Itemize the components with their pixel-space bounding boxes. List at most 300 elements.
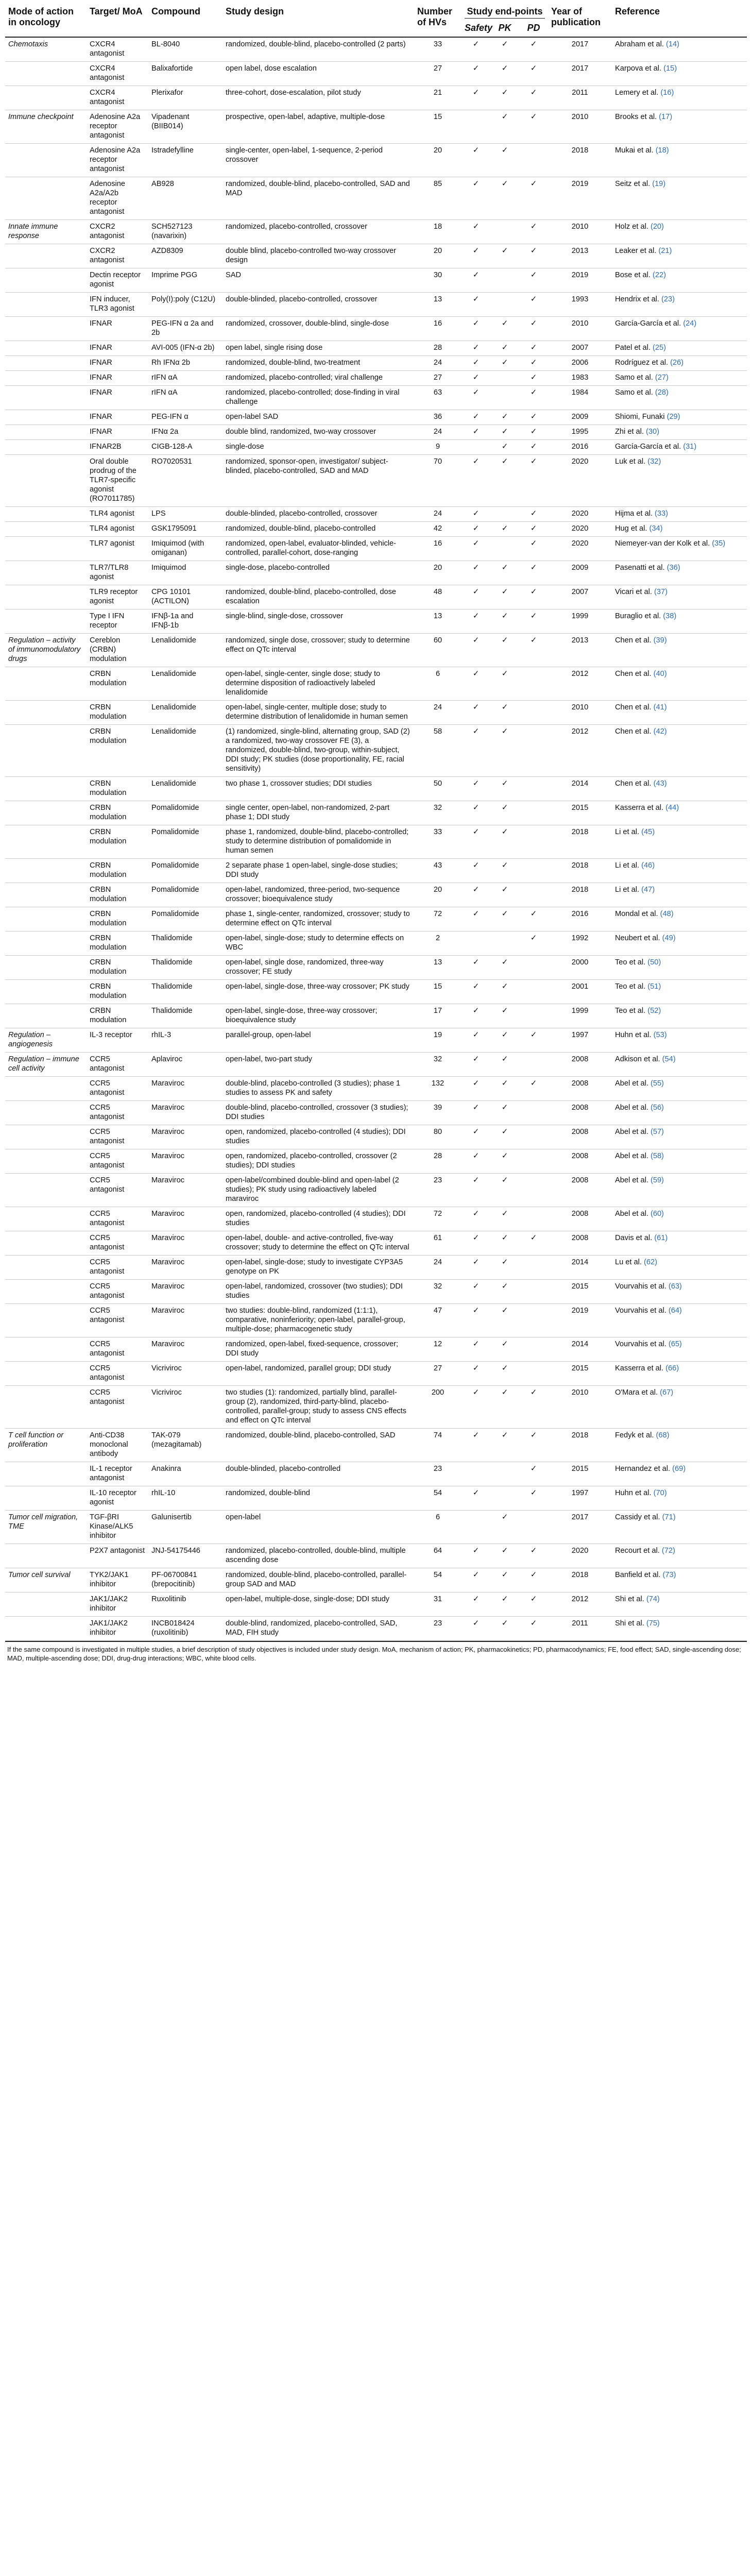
row-pk-check: ✓ bbox=[501, 1340, 508, 1348]
row-pk-check: ✓ bbox=[501, 343, 508, 352]
row-reference-cell[interactable]: Teo et al. (50) bbox=[615, 958, 661, 967]
reference-link[interactable]: (33) bbox=[655, 510, 668, 518]
reference-link[interactable]: (75) bbox=[646, 1619, 660, 1628]
reference-link[interactable]: (39) bbox=[653, 636, 667, 645]
row-compound-cell: Imiquimod bbox=[151, 564, 186, 572]
row-pd-check: ✓ bbox=[530, 539, 537, 548]
row-pd-check bbox=[519, 1101, 548, 1125]
row-reference-cell[interactable]: Karpova et al. (15) bbox=[615, 64, 677, 73]
row-reference-cell[interactable]: Mukai et al. (18) bbox=[615, 146, 669, 155]
row-year-cell: 2014 bbox=[571, 1340, 589, 1348]
row-design-cell: (1) randomized, single-blind, alternating group, SAD (2) a randomized, two-way crossover FE (3), a randomized, double-blind, two-group, within-subject, DDI study; PK studies (dose proportionality, FE, racial sensitivity) bbox=[226, 727, 410, 773]
row-reference-cell[interactable]: Davis et al. (61) bbox=[615, 1234, 668, 1242]
reference-link[interactable]: (49) bbox=[662, 934, 676, 942]
row-hv-cell: 6 bbox=[435, 670, 440, 678]
row-year-cell: 2006 bbox=[571, 359, 589, 367]
reference-link[interactable]: (47) bbox=[641, 886, 655, 894]
row-reference-cell[interactable]: Niemeyer-van der Kolk et al. (35) bbox=[615, 539, 726, 548]
reference-link[interactable]: (29) bbox=[666, 413, 680, 421]
row-reference-cell[interactable]: Hendrix et al. (23) bbox=[615, 295, 675, 303]
row-design-cell: open-label, two-part study bbox=[226, 1055, 312, 1063]
reference-link[interactable]: (59) bbox=[650, 1176, 664, 1184]
row-mode-cell bbox=[5, 1004, 87, 1028]
row-pd-check: ✓ bbox=[530, 509, 537, 518]
table-row bbox=[5, 62, 747, 86]
reference-link[interactable]: (53) bbox=[653, 1031, 667, 1039]
reference-link[interactable]: (63) bbox=[668, 1282, 682, 1291]
row-mode-cell bbox=[5, 425, 87, 440]
reference-link[interactable]: (55) bbox=[650, 1079, 664, 1088]
reference-link[interactable]: (50) bbox=[647, 958, 661, 967]
row-reference-cell[interactable]: Abel et al. (55) bbox=[615, 1079, 664, 1088]
row-compound-cell: Maraviroc bbox=[151, 1258, 185, 1266]
reference-link[interactable]: (48) bbox=[660, 910, 674, 918]
row-design-cell: randomized, double-blind, placebo-controlled bbox=[226, 524, 376, 533]
row-pd-check: ✓ bbox=[530, 358, 537, 367]
reference-link[interactable]: (72) bbox=[661, 1547, 675, 1555]
row-compound-cell: Maraviroc bbox=[151, 1340, 185, 1348]
row-hv-cell: 32 bbox=[433, 1055, 442, 1063]
reference-link[interactable]: (34) bbox=[649, 524, 663, 533]
reference-link[interactable]: (14) bbox=[665, 40, 679, 48]
reference-link[interactable]: (74) bbox=[646, 1595, 660, 1603]
table-row bbox=[5, 1617, 747, 1641]
row-hv-cell: 72 bbox=[433, 1210, 442, 1218]
row-hv-cell: 20 bbox=[433, 247, 442, 255]
row-year-cell: 2010 bbox=[571, 703, 589, 711]
row-reference-cell[interactable]: O'Mara et al. (67) bbox=[615, 1388, 674, 1397]
row-mode-cell bbox=[5, 1462, 87, 1486]
reference-link[interactable]: (26) bbox=[670, 359, 684, 367]
reference-link[interactable]: (57) bbox=[650, 1128, 664, 1136]
row-year-cell: 2008 bbox=[571, 1128, 589, 1136]
row-safety-check: ✓ bbox=[472, 1619, 480, 1628]
row-safety-check: ✓ bbox=[472, 1282, 480, 1291]
row-pk-check: ✓ bbox=[501, 1176, 508, 1184]
row-pd-check bbox=[519, 1256, 548, 1280]
row-reference-cell[interactable]: Pasenatti et al. (36) bbox=[615, 564, 680, 572]
row-design-cell: open label, dose escalation bbox=[226, 64, 317, 73]
row-reference-cell[interactable]: Vourvahis et al. (63) bbox=[615, 1282, 682, 1291]
row-reference-cell[interactable]: Huhn et al. (70) bbox=[615, 1489, 667, 1497]
row-reference-cell[interactable]: Chen et al. (39) bbox=[615, 636, 667, 645]
row-target-cell: CRBN modulation bbox=[90, 910, 127, 927]
row-reference-cell[interactable]: Zhi et al. (30) bbox=[615, 428, 659, 436]
row-safety-check: ✓ bbox=[472, 958, 480, 967]
row-year-cell: 1999 bbox=[571, 1007, 589, 1015]
row-target-cell: CCR5 antagonist bbox=[90, 1234, 125, 1251]
row-target-cell: CCR5 antagonist bbox=[90, 1307, 125, 1324]
table-row bbox=[5, 507, 747, 522]
row-pk-check bbox=[490, 220, 519, 244]
row-reference-cell[interactable]: Neubert et al. (49) bbox=[615, 934, 676, 942]
row-design-cell: single center, open-label, non-randomized, 2-part phase 1; DDI study bbox=[226, 804, 390, 821]
row-design-cell: randomized, placebo-controlled, crossover bbox=[226, 223, 367, 231]
row-mode-cell bbox=[5, 701, 87, 725]
row-design-cell: open-label, multiple-dose, single-dose; DDI study bbox=[226, 1595, 389, 1603]
row-safety-check bbox=[462, 931, 490, 956]
row-pk-check: ✓ bbox=[501, 1282, 508, 1291]
reference-link[interactable]: (43) bbox=[653, 779, 667, 788]
row-safety-check bbox=[462, 110, 490, 144]
row-mode-cell bbox=[5, 144, 87, 177]
reference-link[interactable]: (28) bbox=[655, 388, 669, 397]
row-reference-cell[interactable]: Li et al. (46) bbox=[615, 861, 655, 870]
row-year-cell: 2018 bbox=[571, 861, 589, 870]
row-reference-cell[interactable]: Buraglio et al. (38) bbox=[615, 612, 677, 620]
row-reference-cell[interactable]: Banfield et al. (73) bbox=[615, 1571, 676, 1579]
row-reference-cell[interactable]: Leaker et al. (21) bbox=[615, 247, 672, 255]
row-hv-cell: 48 bbox=[433, 588, 442, 596]
reference-link[interactable]: (36) bbox=[666, 564, 680, 572]
row-pk-check: ✓ bbox=[501, 1364, 508, 1372]
row-year-cell: 2010 bbox=[571, 113, 589, 121]
reference-link[interactable]: (22) bbox=[653, 271, 666, 279]
row-target-cell: CCR5 antagonist bbox=[90, 1104, 125, 1121]
row-safety-check: ✓ bbox=[472, 343, 480, 352]
row-pk-check bbox=[490, 268, 519, 293]
row-reference-cell[interactable]: Hijma et al. (33) bbox=[615, 510, 668, 518]
reference-link[interactable]: (42) bbox=[653, 727, 667, 736]
row-mode-cell bbox=[5, 507, 87, 522]
reference-link[interactable]: (45) bbox=[641, 828, 655, 836]
row-reference-cell[interactable]: Lu et al. (62) bbox=[615, 1258, 657, 1266]
row-pk-check bbox=[490, 1486, 519, 1511]
reference-link[interactable]: (54) bbox=[662, 1055, 676, 1063]
reference-link[interactable]: (56) bbox=[650, 1104, 664, 1112]
reference-link[interactable]: (62) bbox=[643, 1258, 657, 1266]
row-pd-check bbox=[519, 1053, 548, 1077]
row-safety-check: ✓ bbox=[472, 1388, 480, 1397]
row-reference-cell[interactable]: Abel et al. (59) bbox=[615, 1176, 664, 1184]
header-hv-count: Number of HVs bbox=[417, 6, 453, 27]
row-safety-check: ✓ bbox=[472, 1431, 480, 1439]
reference-link[interactable]: (17) bbox=[659, 113, 673, 121]
row-compound-cell: AZD8309 bbox=[151, 247, 183, 255]
row-design-cell: double-blind, placebo-controlled, crossover (3 studies); DDI studies bbox=[226, 1104, 408, 1121]
row-design-cell: two phase 1, crossover studies; DDI studies bbox=[226, 779, 372, 788]
reference-link[interactable]: (38) bbox=[663, 612, 677, 620]
reference-link[interactable]: (66) bbox=[665, 1364, 679, 1372]
reference-link[interactable]: (44) bbox=[665, 804, 679, 812]
reference-link[interactable]: (70) bbox=[653, 1489, 667, 1497]
reference-link[interactable]: (73) bbox=[662, 1571, 676, 1579]
row-target-cell: Anti-CD38 monoclonal antibody bbox=[90, 1431, 128, 1458]
reference-link[interactable]: (30) bbox=[646, 428, 659, 436]
reference-link[interactable]: (20) bbox=[650, 223, 664, 231]
row-reference-cell[interactable]: Vourvahis et al. (65) bbox=[615, 1340, 682, 1348]
row-reference-cell[interactable]: Chen et al. (41) bbox=[615, 703, 667, 711]
row-year-cell: 2017 bbox=[571, 40, 589, 48]
row-mode-cell: Tumor cell survival bbox=[8, 1571, 71, 1579]
row-year-cell: 2015 bbox=[571, 804, 589, 812]
reference-link[interactable]: (68) bbox=[656, 1431, 670, 1439]
row-hv-cell: 24 bbox=[433, 359, 442, 367]
row-design-cell: open, randomized, placebo-controlled (4 studies); DDI studies bbox=[226, 1128, 406, 1145]
row-safety-check: ✓ bbox=[472, 803, 480, 812]
row-target-cell: IL-1 receptor antagonist bbox=[90, 1465, 132, 1482]
table-row bbox=[5, 37, 747, 62]
row-safety-check: ✓ bbox=[472, 388, 480, 397]
reference-link[interactable]: (15) bbox=[663, 64, 677, 73]
row-reference-cell[interactable]: Cassidy et al. (71) bbox=[615, 1513, 676, 1521]
row-design-cell: two studies (1): randomized, partially blind, parallel-group (2), randomized, third-party-blind, placebo-controlled, parallel-group; study to assess CNS effects and effect on QTc interval bbox=[226, 1388, 406, 1425]
row-hv-cell: 28 bbox=[433, 1152, 442, 1160]
row-reference-cell[interactable]: Luk et al. (32) bbox=[615, 457, 661, 466]
row-pk-check: ✓ bbox=[501, 1595, 508, 1603]
reference-link[interactable]: (37) bbox=[654, 588, 668, 596]
reference-link[interactable]: (18) bbox=[655, 146, 669, 155]
row-reference-cell[interactable]: Abel et al. (56) bbox=[615, 1104, 664, 1112]
row-reference-cell[interactable]: Fedyk et al. (68) bbox=[615, 1431, 670, 1439]
row-pd-check: ✓ bbox=[530, 88, 537, 97]
row-year-cell: 2012 bbox=[571, 1595, 589, 1603]
row-pk-check: ✓ bbox=[501, 1006, 508, 1015]
row-target-cell: IL-3 receptor bbox=[90, 1031, 132, 1039]
reference-link[interactable]: (16) bbox=[660, 89, 674, 97]
row-design-cell: open-label bbox=[226, 1513, 261, 1521]
row-design-cell: open, randomized, placebo-controlled, crossover (2 studies); DDI studies bbox=[226, 1152, 397, 1170]
row-target-cell: CCR5 antagonist bbox=[90, 1282, 125, 1300]
reference-link[interactable]: (52) bbox=[647, 1007, 661, 1015]
row-target-cell: Type I IFN receptor bbox=[90, 612, 125, 630]
table-row bbox=[5, 585, 747, 609]
table-row bbox=[5, 859, 747, 883]
reference-link[interactable]: (64) bbox=[668, 1307, 682, 1315]
table-row bbox=[5, 1362, 747, 1386]
row-safety-check: ✓ bbox=[472, 539, 480, 548]
row-pk-check: ✓ bbox=[501, 1079, 508, 1088]
table-row bbox=[5, 931, 747, 956]
reference-link[interactable]: (35) bbox=[712, 539, 726, 548]
row-reference-cell[interactable]: Samo et al. (28) bbox=[615, 388, 669, 397]
row-compound-cell: BL-8040 bbox=[151, 40, 180, 48]
row-design-cell: open-label, single dose, randomized, three-way crossover; FE study bbox=[226, 958, 384, 976]
row-target-cell: Adenosine A2a receptor antagonist bbox=[90, 113, 141, 140]
row-safety-check: ✓ bbox=[472, 1006, 480, 1015]
row-reference-cell[interactable]: Teo et al. (51) bbox=[615, 982, 661, 991]
row-reference-cell[interactable]: Huhn et al. (53) bbox=[615, 1031, 667, 1039]
row-safety-check: ✓ bbox=[472, 1570, 480, 1579]
table-row bbox=[5, 386, 747, 410]
row-safety-check: ✓ bbox=[472, 885, 480, 894]
row-hv-cell: 50 bbox=[433, 779, 442, 788]
row-safety-check: ✓ bbox=[472, 1258, 480, 1266]
reference-link[interactable]: (24) bbox=[683, 319, 697, 328]
reference-link[interactable]: (40) bbox=[653, 670, 667, 678]
row-hv-cell: 74 bbox=[433, 1431, 442, 1439]
row-year-cell: 2012 bbox=[571, 670, 589, 678]
row-safety-check: ✓ bbox=[472, 319, 480, 328]
row-compound-cell: AVI-005 (IFN-α 2b) bbox=[151, 344, 215, 352]
row-mode-cell: Immune checkpoint bbox=[8, 113, 74, 121]
row-compound-cell: Aplaviroc bbox=[151, 1055, 183, 1063]
row-pd-check: ✓ bbox=[530, 1233, 537, 1242]
row-target-cell: Cereblon (CRBN) modulation bbox=[90, 636, 127, 663]
reference-link[interactable]: (27) bbox=[655, 374, 669, 382]
row-mode-cell bbox=[5, 725, 87, 777]
row-reference-cell[interactable]: Chen et al. (40) bbox=[615, 670, 667, 678]
reference-link[interactable]: (25) bbox=[653, 344, 666, 352]
row-reference-cell[interactable]: García-García et al. (24) bbox=[615, 319, 697, 328]
row-pd-check: ✓ bbox=[530, 934, 537, 942]
row-reference-cell[interactable]: Shi et al. (75) bbox=[615, 1619, 660, 1628]
row-safety-check: ✓ bbox=[472, 1546, 480, 1555]
row-design-cell: randomized, double-blind, two-treatment bbox=[226, 359, 361, 367]
reference-link[interactable]: (61) bbox=[654, 1234, 668, 1242]
row-safety-check: ✓ bbox=[472, 412, 480, 421]
row-hv-cell: 42 bbox=[433, 524, 442, 533]
row-compound-cell: Pomalidomide bbox=[151, 861, 199, 870]
row-mode-cell bbox=[5, 883, 87, 907]
row-mode-cell bbox=[5, 293, 87, 317]
row-mode-cell bbox=[5, 1304, 87, 1337]
row-compound-cell: Plerixafor bbox=[151, 89, 183, 97]
row-mode-cell bbox=[5, 1149, 87, 1174]
row-design-cell: randomized, crossover, double-blind, single-dose bbox=[226, 319, 389, 328]
row-reference-cell[interactable]: Abel et al. (58) bbox=[615, 1152, 664, 1160]
row-hv-cell: 85 bbox=[433, 180, 442, 188]
row-design-cell: open-label, single-dose, three-way crossover; PK study bbox=[226, 982, 409, 991]
reference-link[interactable]: (23) bbox=[661, 295, 675, 303]
row-reference-cell[interactable]: Patel et al. (25) bbox=[615, 344, 666, 352]
row-pk-check: ✓ bbox=[501, 64, 508, 73]
row-mode-cell bbox=[5, 177, 87, 220]
row-reference-cell[interactable]: Seitz et al. (19) bbox=[615, 180, 666, 188]
row-pk-check: ✓ bbox=[501, 982, 508, 991]
row-reference-cell[interactable]: Kasserra et al. (66) bbox=[615, 1364, 679, 1372]
row-reference-cell[interactable]: Mondal et al. (48) bbox=[615, 910, 674, 918]
row-hv-cell: 15 bbox=[433, 113, 442, 121]
row-year-cell: 2020 bbox=[571, 457, 589, 466]
row-reference-cell[interactable]: Brooks et al. (17) bbox=[615, 113, 673, 121]
row-hv-cell: 16 bbox=[433, 319, 442, 328]
row-year-cell: 1984 bbox=[571, 388, 589, 397]
row-pk-check bbox=[490, 507, 519, 522]
row-safety-check: ✓ bbox=[472, 457, 480, 466]
row-compound-cell: Imiquimod (with omiganan) bbox=[151, 539, 204, 557]
row-reference-cell[interactable]: Li et al. (45) bbox=[615, 828, 655, 836]
row-compound-cell: Vipadenant (BIIB014) bbox=[151, 113, 190, 130]
row-pd-check bbox=[519, 1337, 548, 1362]
row-hv-cell: 39 bbox=[433, 1104, 442, 1112]
row-reference-cell[interactable]: Chen et al. (43) bbox=[615, 779, 667, 788]
row-mode-cell bbox=[5, 1231, 87, 1256]
row-compound-cell: Thalidomide bbox=[151, 934, 193, 942]
row-reference-cell[interactable]: Li et al. (47) bbox=[615, 886, 655, 894]
reference-link[interactable]: (67) bbox=[660, 1388, 674, 1397]
row-reference-cell[interactable]: García-García et al. (31) bbox=[615, 443, 697, 451]
row-pd-check bbox=[519, 883, 548, 907]
reference-link[interactable]: (60) bbox=[650, 1210, 664, 1218]
row-reference-cell[interactable]: Vourvahis et al. (64) bbox=[615, 1307, 682, 1315]
row-reference-cell[interactable]: Samo et al. (27) bbox=[615, 374, 669, 382]
row-reference-cell[interactable]: Chen et al. (42) bbox=[615, 727, 667, 736]
table-row bbox=[5, 1125, 747, 1149]
row-pk-check: ✓ bbox=[501, 457, 508, 466]
row-reference-cell[interactable]: Adkison et al. (54) bbox=[615, 1055, 676, 1063]
row-target-cell: CXCR4 antagonist bbox=[90, 89, 125, 106]
row-reference-cell[interactable]: Teo et al. (52) bbox=[615, 1007, 661, 1015]
row-pk-check: ✓ bbox=[501, 779, 508, 788]
row-target-cell: JAK1/JAK2 inhibitor bbox=[90, 1595, 128, 1613]
row-safety-check: ✓ bbox=[472, 861, 480, 870]
row-design-cell: double-blinded, placebo-controlled, crossover bbox=[226, 510, 378, 518]
table-row bbox=[5, 110, 747, 144]
row-reference-cell[interactable]: Hug et al. (34) bbox=[615, 524, 663, 533]
table-row bbox=[5, 425, 747, 440]
row-pk-check: ✓ bbox=[501, 88, 508, 97]
row-mode-cell bbox=[5, 1256, 87, 1280]
reference-link[interactable]: (46) bbox=[641, 861, 655, 870]
row-reference-cell[interactable]: Abraham et al. (14) bbox=[615, 40, 679, 48]
reference-link[interactable]: (71) bbox=[662, 1513, 676, 1521]
row-pk-check: ✓ bbox=[501, 669, 508, 678]
row-reference-cell[interactable]: Lemery et al. (16) bbox=[615, 89, 674, 97]
row-hv-cell: 47 bbox=[433, 1307, 442, 1315]
row-reference-cell[interactable]: Recourt et al. (72) bbox=[615, 1547, 675, 1555]
reference-link[interactable]: (41) bbox=[653, 703, 667, 711]
row-pk-check: ✓ bbox=[501, 524, 508, 533]
row-design-cell: randomized, sponsor-open, investigator/ subject-blinded, placebo-controlled, SAD and MAD bbox=[226, 457, 388, 475]
row-pd-check bbox=[519, 725, 548, 777]
row-year-cell: 2018 bbox=[571, 1431, 589, 1439]
row-reference-cell[interactable]: Bose et al. (22) bbox=[615, 271, 666, 279]
row-safety-check: ✓ bbox=[472, 1103, 480, 1112]
row-safety-check bbox=[462, 1462, 490, 1486]
row-reference-cell[interactable]: Abel et al. (60) bbox=[615, 1210, 664, 1218]
row-safety-check: ✓ bbox=[472, 1364, 480, 1372]
row-reference-cell[interactable]: Shiomi, Funaki (29) bbox=[615, 413, 680, 421]
row-compound-cell: rhIL-3 bbox=[151, 1031, 172, 1039]
row-mode-cell bbox=[5, 1362, 87, 1386]
row-reference-cell[interactable]: Abel et al. (57) bbox=[615, 1128, 664, 1136]
row-pd-check: ✓ bbox=[530, 1079, 537, 1088]
reference-link[interactable]: (69) bbox=[672, 1465, 686, 1473]
row-reference-cell[interactable]: Vicari et al. (37) bbox=[615, 588, 668, 596]
row-reference-cell[interactable]: Rodríguez et al. (26) bbox=[615, 359, 684, 367]
row-reference-cell[interactable]: Holz et al. (20) bbox=[615, 223, 664, 231]
reference-link[interactable]: (21) bbox=[658, 247, 672, 255]
row-year-cell: 2013 bbox=[571, 247, 589, 255]
reference-link[interactable]: (65) bbox=[668, 1340, 682, 1348]
row-compound-cell: Balixafortide bbox=[151, 64, 193, 73]
row-design-cell: open-label/combined double-blind and open-label (2 studies); PK study using radioactively labeled maraviroc bbox=[226, 1176, 399, 1203]
row-mode-cell bbox=[5, 1280, 87, 1304]
row-compound-cell: Pomalidomide bbox=[151, 910, 199, 918]
table-row bbox=[5, 1004, 747, 1028]
row-design-cell: randomized, double-blind, placebo-controlled, SAD bbox=[226, 1431, 396, 1439]
row-reference-cell[interactable]: Hernandez et al. (69) bbox=[615, 1465, 686, 1473]
reference-link[interactable]: (58) bbox=[650, 1152, 664, 1160]
row-mode-cell bbox=[5, 455, 87, 507]
row-pd-check: ✓ bbox=[530, 222, 537, 231]
table-row bbox=[5, 356, 747, 371]
reference-link[interactable]: (19) bbox=[652, 180, 666, 188]
row-mode-cell bbox=[5, 62, 87, 86]
table-row bbox=[5, 1462, 747, 1486]
row-pk-check: ✓ bbox=[501, 861, 508, 870]
reference-link[interactable]: (51) bbox=[647, 982, 661, 991]
row-year-cell: 2016 bbox=[571, 443, 589, 451]
row-reference-cell[interactable]: Shi et al. (74) bbox=[615, 1595, 660, 1603]
reference-link[interactable]: (31) bbox=[683, 443, 697, 451]
row-year-cell: 2012 bbox=[571, 727, 589, 736]
row-reference-cell[interactable]: Kasserra et al. (44) bbox=[615, 804, 679, 812]
row-compound-cell: Pomalidomide bbox=[151, 804, 199, 812]
row-pk-check: ✓ bbox=[501, 1055, 508, 1063]
reference-link[interactable]: (32) bbox=[647, 457, 661, 466]
